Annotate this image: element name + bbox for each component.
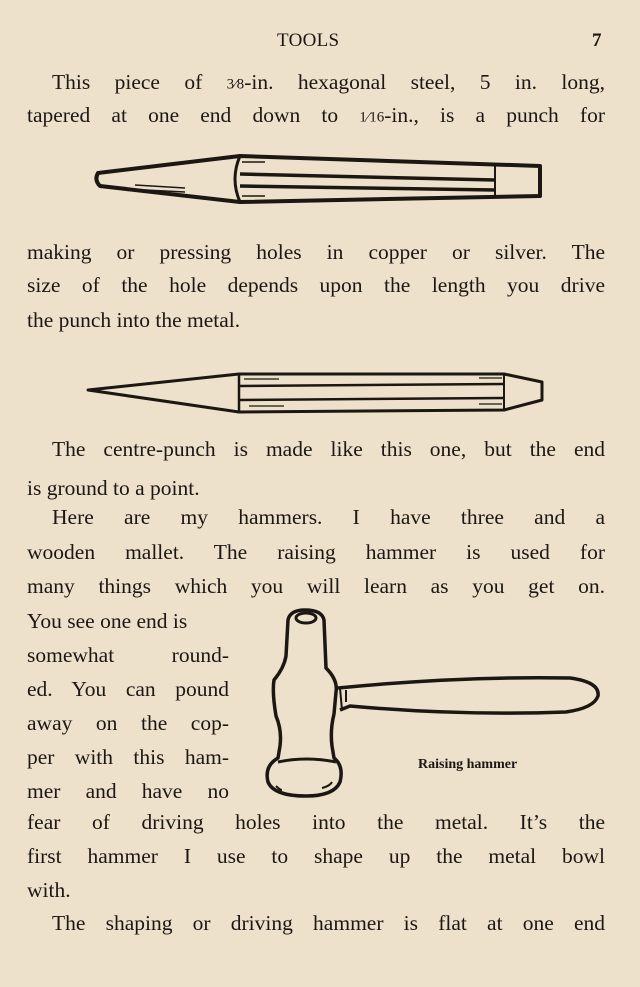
text-line: with. (27, 878, 71, 902)
text-span: -in. hexagonal steel, 5 in. long, (244, 70, 605, 94)
text-line: the punch into the metal. (27, 308, 241, 332)
text-line: away on the cop- (27, 711, 229, 735)
text-line (52, 68, 605, 98)
fraction: 3⁄8 (226, 76, 245, 93)
text-line: size of the hole depends upon the length you drive (27, 273, 605, 297)
text-span: tapered at one end down to (27, 103, 360, 127)
page-number: 7 (592, 30, 602, 51)
text-line: fear of driving holes into the metal. It’s the (27, 810, 605, 834)
text-span: This piece of (52, 70, 227, 94)
text-line: wooden mallet. The raising hammer is used for (27, 540, 605, 564)
running-head (0, 28, 640, 54)
text-span: -in., is a punch for (384, 103, 605, 127)
centre-punch-illustration (84, 368, 548, 418)
text-line: Here are my hammers. I have three and a (52, 505, 605, 529)
fraction: 1⁄16 (359, 109, 385, 126)
text-line: You see one end is (27, 609, 188, 633)
text-line: mer and have no (27, 779, 229, 803)
running-title: TOOLS (277, 30, 340, 51)
text-line: per with this ham- (27, 745, 229, 769)
text-line (27, 101, 605, 131)
text-line: is ground to a point. (27, 476, 200, 500)
text-line: somewhat round- (27, 643, 229, 667)
text-line: first hammer I use to shape up the metal bowl (27, 844, 605, 868)
text-line: The shaping or driving hammer is flat at one end (52, 911, 605, 935)
punch-illustration (90, 150, 550, 220)
figure-caption: Raising hammer (418, 757, 518, 772)
text-line: ed. You can pound (27, 677, 229, 701)
text-line: making or pressing holes in copper or silver. The (27, 240, 605, 264)
text-line: The centre-punch is made like this one, but the end (52, 437, 605, 461)
text-line: many things which you will learn as you get on. (27, 574, 605, 598)
